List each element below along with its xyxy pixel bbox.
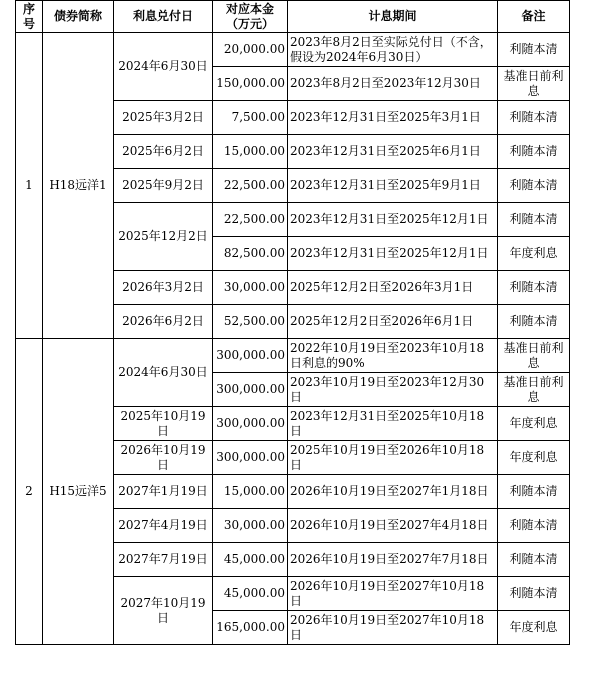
period-cell: 2023年12月31日至2025年3月1日 [288, 101, 498, 135]
pay-date-cell: 2025年3月2日 [114, 101, 213, 135]
pay-date-cell: 2025年10月19日 [114, 407, 213, 441]
note-cell: 年度利息 [498, 441, 570, 475]
period-cell: 2023年12月31日至2025年12月1日 [288, 237, 498, 271]
pay-date-cell: 2026年3月2日 [114, 271, 213, 305]
period-cell: 2023年8月2日至2023年12月30日 [288, 67, 498, 101]
principal-cell: 30,000.00 [213, 271, 288, 305]
principal-cell: 22,500.00 [213, 203, 288, 237]
note-cell: 利随本清 [498, 509, 570, 543]
pay-date-cell: 2026年10月19日 [114, 441, 213, 475]
header-period: 计息期间 [288, 1, 498, 33]
header-note: 备注 [498, 1, 570, 33]
period-cell: 2023年12月31日至2025年10月18日 [288, 407, 498, 441]
principal-cell: 300,000.00 [213, 373, 288, 407]
pay-date-cell: 2026年6月2日 [114, 305, 213, 339]
note-cell: 利随本清 [498, 135, 570, 169]
note-cell: 年度利息 [498, 611, 570, 645]
principal-cell: 20,000.00 [213, 33, 288, 67]
note-cell: 利随本清 [498, 33, 570, 67]
period-cell: 2025年12月2日至2026年3月1日 [288, 271, 498, 305]
principal-cell: 300,000.00 [213, 339, 288, 373]
period-cell: 2023年8月2日至实际兑付日（不含，假设为2024年6月30日） [288, 33, 498, 67]
header-pay-date: 利息兑付日 [114, 1, 213, 33]
period-cell: 2022年10月19日至2023年10月18日利息的90% [288, 339, 498, 373]
note-cell: 利随本清 [498, 203, 570, 237]
seq-cell: 1 [16, 33, 43, 339]
pay-date-cell: 2027年4月19日 [114, 509, 213, 543]
header-principal: 对应本金（万元） [213, 1, 288, 33]
period-cell: 2023年12月31日至2025年6月1日 [288, 135, 498, 169]
period-cell: 2023年12月31日至2025年9月1日 [288, 169, 498, 203]
principal-cell: 82,500.00 [213, 237, 288, 271]
table-body [16, 33, 570, 645]
note-cell: 利随本清 [498, 475, 570, 509]
note-cell: 利随本清 [498, 305, 570, 339]
header-bond: 债券简称 [43, 1, 114, 33]
seq-cell: 2 [16, 339, 43, 645]
pay-date-cell: 2025年6月2日 [114, 135, 213, 169]
principal-cell: 15,000.00 [213, 135, 288, 169]
bond-name-cell: H15远洋5 [43, 339, 114, 645]
note-cell: 利随本清 [498, 577, 570, 611]
note-cell: 年度利息 [498, 407, 570, 441]
principal-cell: 52,500.00 [213, 305, 288, 339]
header-row [16, 1, 570, 33]
pay-date-cell: 2025年12月2日 [114, 203, 213, 271]
note-cell: 年度利息 [498, 237, 570, 271]
principal-cell: 45,000.00 [213, 577, 288, 611]
pay-date-cell: 2024年6月30日 [114, 339, 213, 407]
note-cell: 基准日前利息 [498, 67, 570, 101]
note-cell: 利随本清 [498, 543, 570, 577]
note-cell: 基准日前利息 [498, 339, 570, 373]
principal-cell: 30,000.00 [213, 509, 288, 543]
period-cell: 2026年10月19日至2027年7月18日 [288, 543, 498, 577]
note-cell: 利随本清 [498, 271, 570, 305]
period-cell: 2025年10月19日至2026年10月18日 [288, 441, 498, 475]
period-cell: 2026年10月19日至2027年10月18日 [288, 611, 498, 645]
pay-date-cell: 2025年9月2日 [114, 169, 213, 203]
period-cell: 2026年10月19日至2027年10月18日 [288, 577, 498, 611]
table-row [16, 339, 570, 373]
principal-cell: 15,000.00 [213, 475, 288, 509]
pay-date-cell: 2024年6月30日 [114, 33, 213, 101]
table-row [16, 33, 570, 67]
period-cell: 2026年10月19日至2027年4月18日 [288, 509, 498, 543]
principal-cell: 7,500.00 [213, 101, 288, 135]
bond-name-cell: H18远洋1 [43, 33, 114, 339]
header-seq: 序号 [16, 1, 43, 33]
pay-date-cell: 2027年1月19日 [114, 475, 213, 509]
period-cell: 2026年10月19日至2027年1月18日 [288, 475, 498, 509]
pay-date-cell: 2027年7月19日 [114, 543, 213, 577]
period-cell: 2023年12月31日至2025年12月1日 [288, 203, 498, 237]
period-cell: 2025年12月2日至2026年6月1日 [288, 305, 498, 339]
principal-cell: 300,000.00 [213, 407, 288, 441]
note-cell: 基准日前利息 [498, 373, 570, 407]
principal-cell: 300,000.00 [213, 441, 288, 475]
principal-cell: 45,000.00 [213, 543, 288, 577]
interest-schedule-table [15, 0, 570, 645]
period-cell: 2023年10月19日至2023年12月30日 [288, 373, 498, 407]
note-cell: 利随本清 [498, 169, 570, 203]
principal-cell: 165,000.00 [213, 611, 288, 645]
principal-cell: 150,000.00 [213, 67, 288, 101]
principal-cell: 22,500.00 [213, 169, 288, 203]
note-cell: 利随本清 [498, 101, 570, 135]
pay-date-cell: 2027年10月19日 [114, 577, 213, 645]
